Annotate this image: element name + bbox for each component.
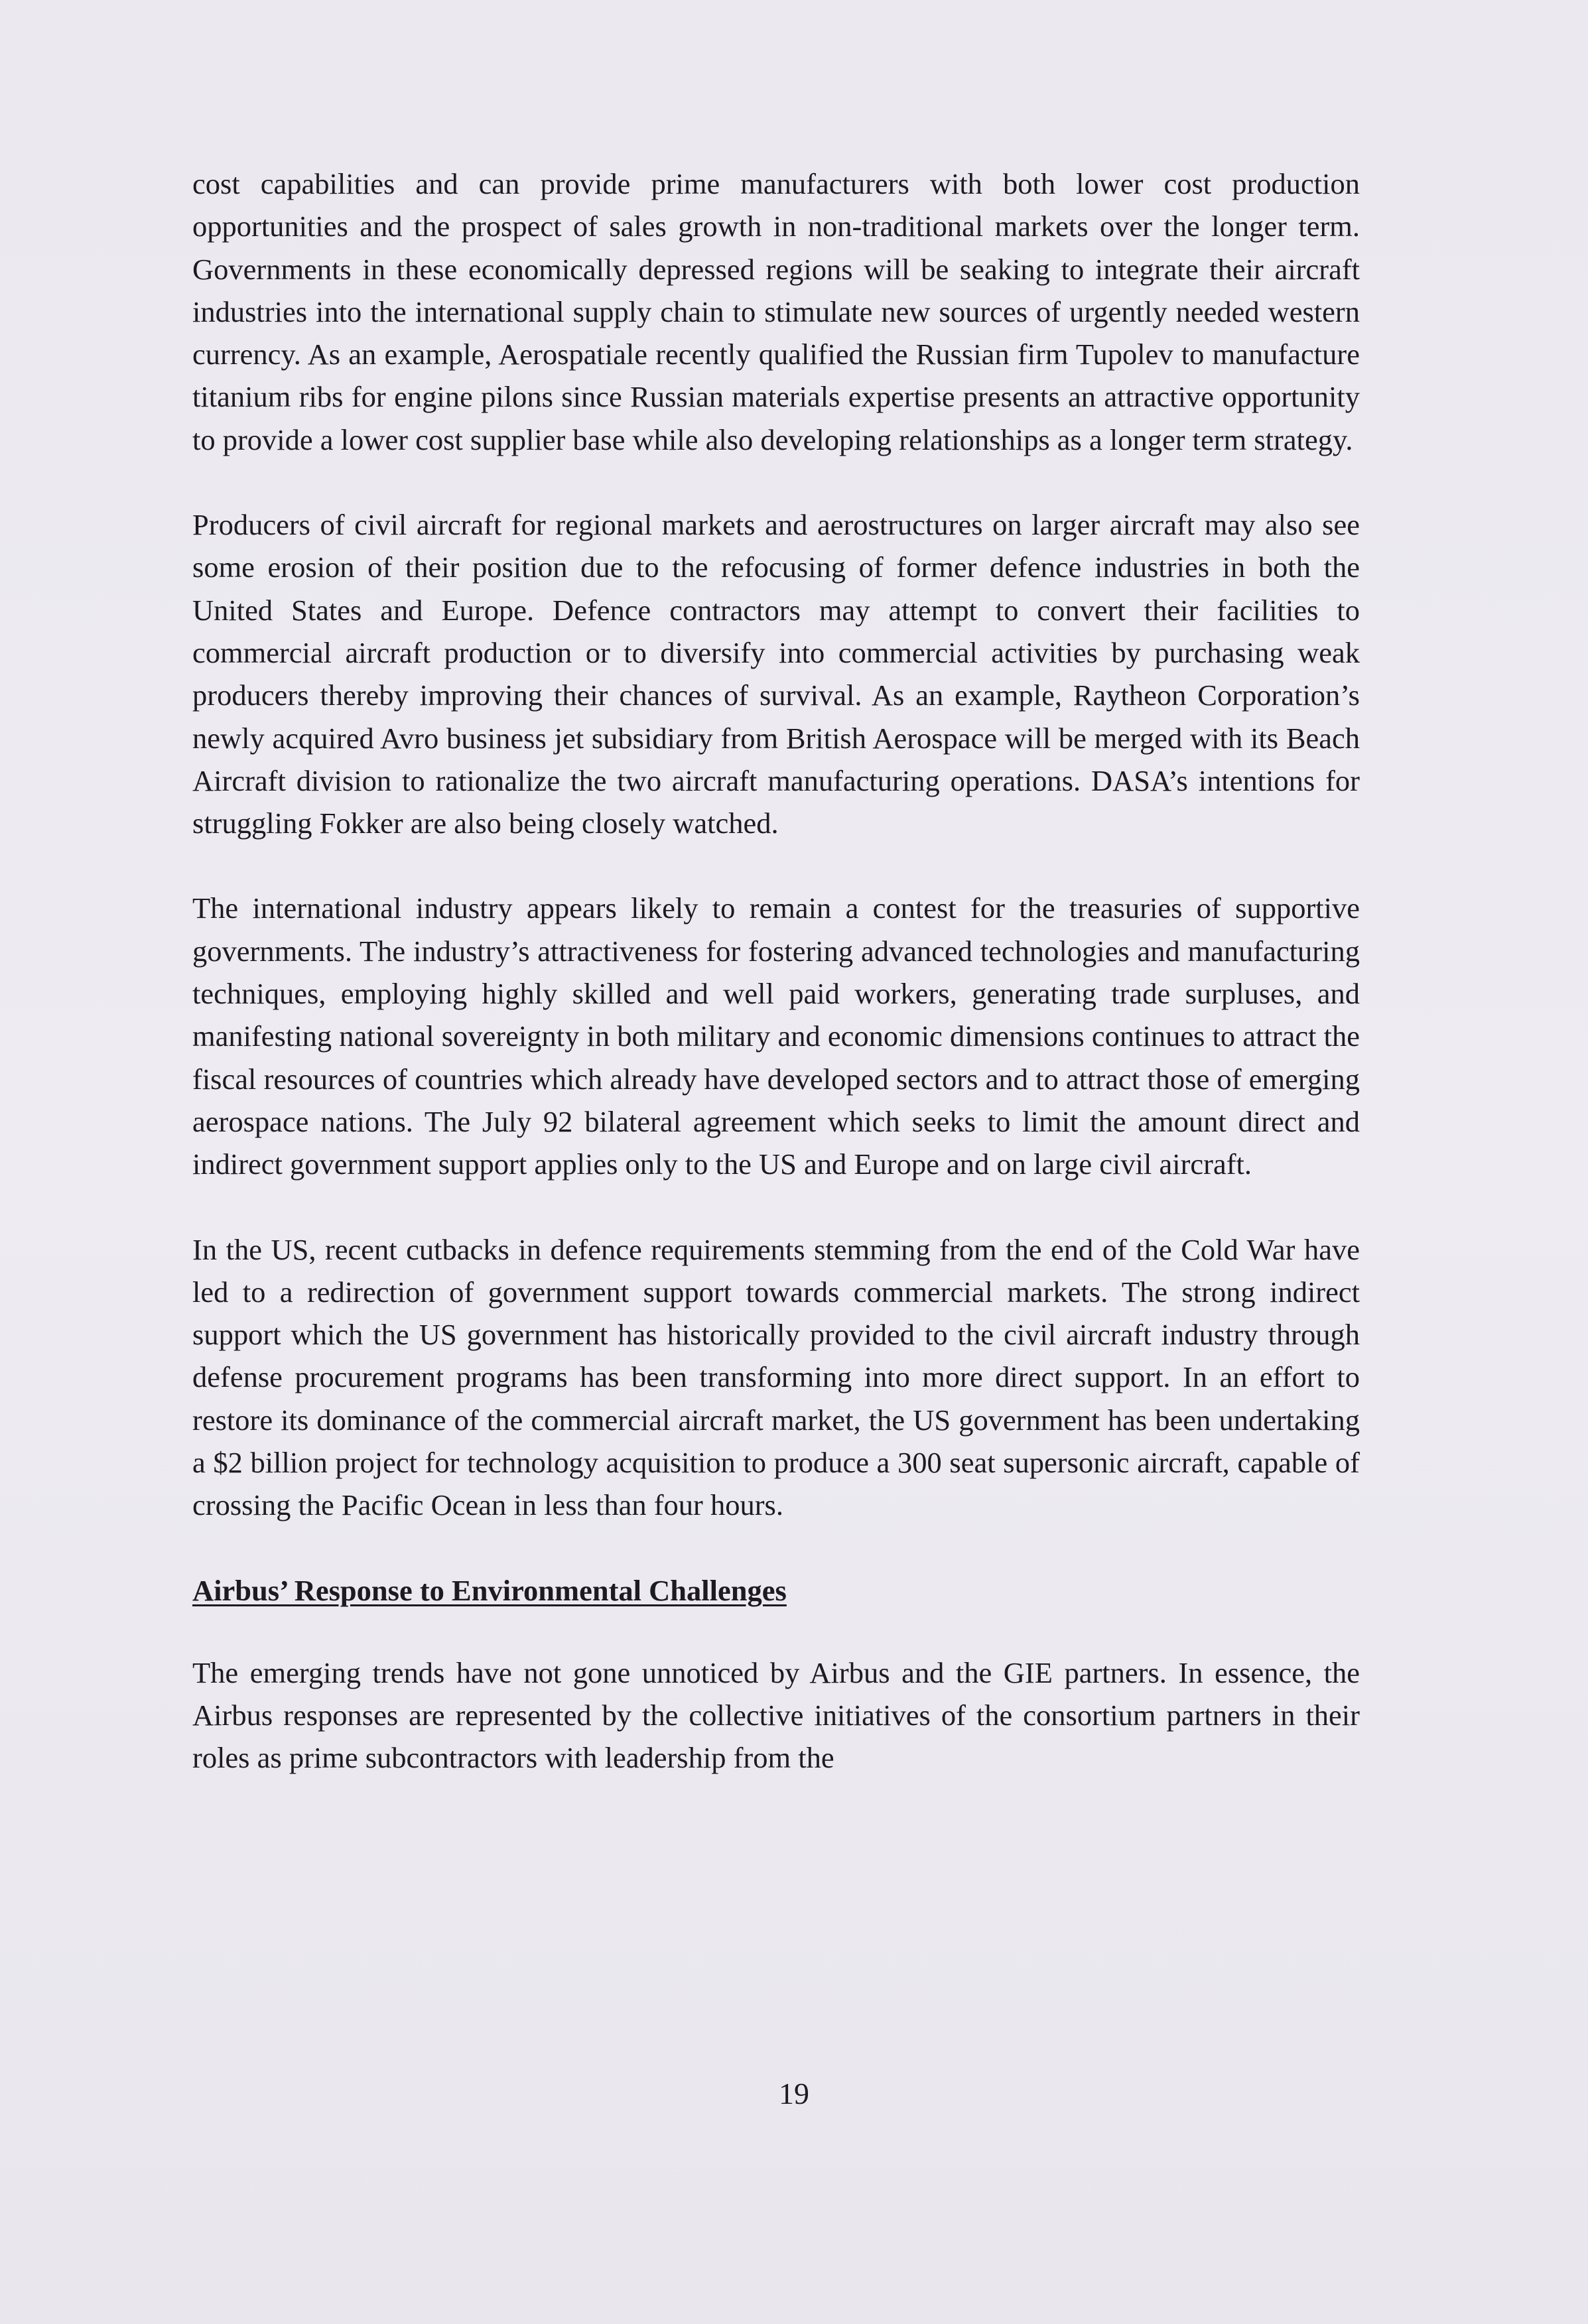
body-paragraph: The international industry appears likely to remain a contest for the treasuries of supportive governments. The industry’s attractiveness for fostering advanced technologies and manufacturing techniques, employing highly skilled and well paid workers, generating trade surpluses, and manifesting national sovereignty in both military and economic dimensions continues to attract the fiscal resources of countries which already have developed sectors and to attract those of emerging aerospace nations. The July 92 bilateral agreement which seeks to limit the amount direct and indirect government support applies only to the US and Europe and on large civil aircraft.: [192, 891, 1360, 1181]
section-heading: Airbus’ Response to Environmental Challenges: [192, 1573, 787, 1607]
body-paragraph: The emerging trends have not gone unnoticed by Airbus and the GIE partners. In essence, the Airbus responses are represented by the collective initiatives of the consortium partners in their roles as prime subcontractors with leadership from the: [192, 1655, 1360, 1775]
page-number: 19: [779, 2077, 809, 2110]
page-body: [192, 162, 1360, 1822]
body-paragraph: cost capabilities and can provide prime manufacturers with both lower cost production opportunities and the prospect of sales growth in non-traditional markets over the longer term. Governments in these economically depressed regions will be seaking to integrate their aircraft industries into the international supply chain to stimulate new sources of urgently needed western currency. As an example, Aerospatiale recently qualified the Russian firm Tupolev to manufacture titanium ribs for engine pilons since Russian materials expertise presents an attractive opportunity to provide a lower cost supplier base while also developing relationships as a longer term strategy.: [192, 167, 1360, 456]
body-paragraph: In the US, recent cutbacks in defence requirements stemming from the end of the Cold War have led to a redirection of government support towards commercial markets. The strong indirect support which the US government has historically provided to the civil aircraft industry through defense procurement programs has been transforming into more direct support. In an effort to restore its dominance of the commercial aircraft market, the US government has been undertaking a $2 billion project for technology acquisition to produce a 300 seat supersonic aircraft, capable of crossing the Pacific Ocean in less than four hours.: [192, 1232, 1360, 1522]
body-paragraph: Producers of civil aircraft for regional markets and aerostructures on larger aircraft may also see some erosion of their position due to the refocusing of former defence industries in both the United States and Europe. Defence contractors may attempt to convert their facilities to commercial aircraft production or to diversify into commercial activities by purchasing weak producers thereby improving their chances of survival. As an example, Raytheon Corporation’s newly acquired Avro business jet subsidiary from British Aerospace will be merged with its Beach Aircraft division to rationalize the two aircraft manufacturing operations. DASA’s intentions for struggling Fokker are also being closely watched.: [192, 508, 1360, 840]
